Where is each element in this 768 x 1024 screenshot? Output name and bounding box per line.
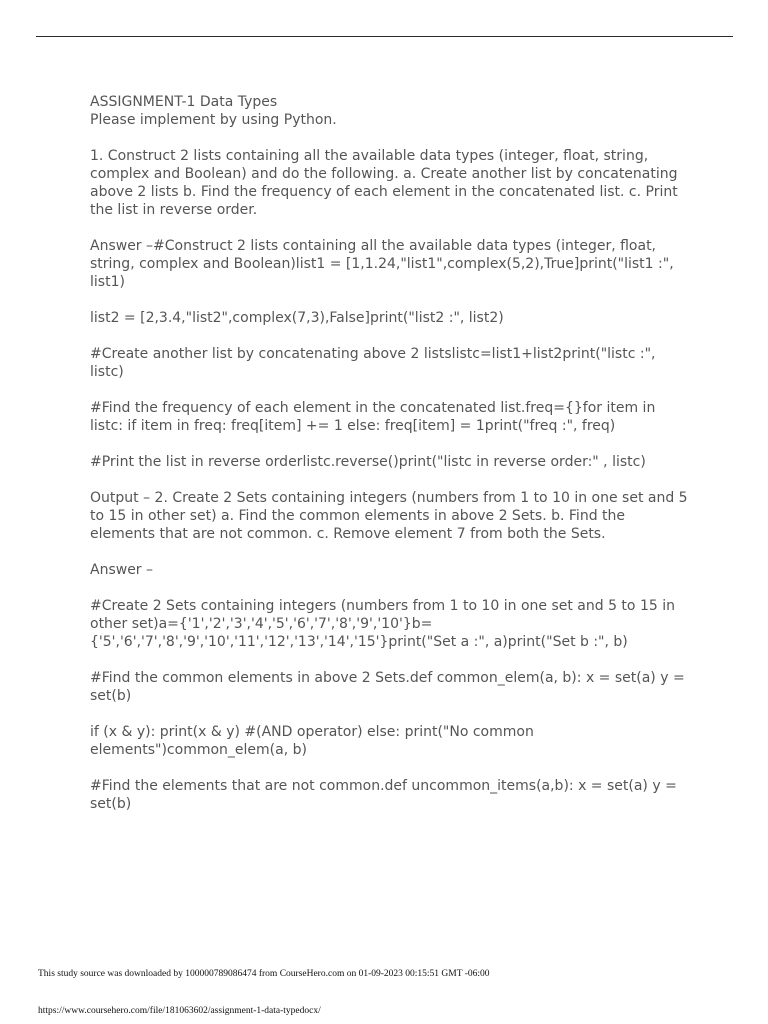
answer-2-uncommon-def-code: #Find the elements that are not common.def uncommon_items(a,b): x = set(a) y = set(b) xyxy=(90,778,682,812)
answer-1-frequency-code: #Find the frequency of each element in the concatenated list.freq={}for item in listc: if item in freq: freq[item] += 1 else: freq[item] = 1print("freq :", freq) xyxy=(90,400,660,434)
document-title: ASSIGNMENT-1 Data Types xyxy=(90,94,278,110)
question-2-text: Output – 2. Create 2 Sets containing integers (numbers from 1 to 10 in one set and 5 to 15 in other set) a. Find the common elements in above 2 Sets. b. Find the elements that are not common. c. Remove element 7 from both the Sets. xyxy=(90,490,693,542)
document-subtitle: Please implement by using Python. xyxy=(90,112,337,128)
question-1-text: 1. Construct 2 lists containing all the available data types (integer, float, string, complex and Boolean) and do the following. a. Create another list by concatenating above 2 lists b. Find the frequency of each element in the concatenated list. c. Print the list in reverse order. xyxy=(90,148,683,218)
answer-2-label: Answer – xyxy=(90,562,154,578)
answer-1-list2-code: list2 = [2,3.4,"list2",complex(7,3),False]print("list2 :", list2) xyxy=(90,310,504,326)
top-divider xyxy=(36,36,733,37)
answer-2-common-if-code: if (x & y): print(x & y) #(AND operator) else: print("No common elements")common_elem(a, b) xyxy=(90,724,539,758)
source-url[interactable]: https://www.coursehero.com/file/181063602/assignment-1-data-typedocx/ xyxy=(38,1006,321,1016)
document-body xyxy=(90,93,693,831)
answer-1-reverse-code: #Print the list in reverse orderlistc.reverse()print("listc in reverse order:" , listc) xyxy=(90,454,646,470)
answer-1-list1-code: Answer –#Construct 2 lists containing all the available data types (integer, float, string, complex and Boolean)list1 = [1,1.24,"list1",complex(5,2),True]print("list1 :", list1) xyxy=(90,238,679,290)
download-source-note: This study source was downloaded by 100000789086474 from CourseHero.com on 01-09-2023 00:15:51 GMT -06:00 xyxy=(38,969,490,979)
answer-2-common-def-code: #Find the common elements in above 2 Sets.def common_elem(a, b): x = set(a) y = set(b) xyxy=(90,670,690,704)
answer-1-concatenate-code: #Create another list by concatenating above 2 listslistc=list1+list2print("listc :", listc) xyxy=(90,346,660,380)
answer-2-sets-code: #Create 2 Sets containing integers (numbers from 1 to 10 in one set and 5 to 15 in other set)a={'1','2','3','4','5','6','7','8','9','10'}b={'5','6','7','8','9','10','11','12','13','14','15'}print("Set a :", a)print("Set b :", b) xyxy=(90,598,680,650)
